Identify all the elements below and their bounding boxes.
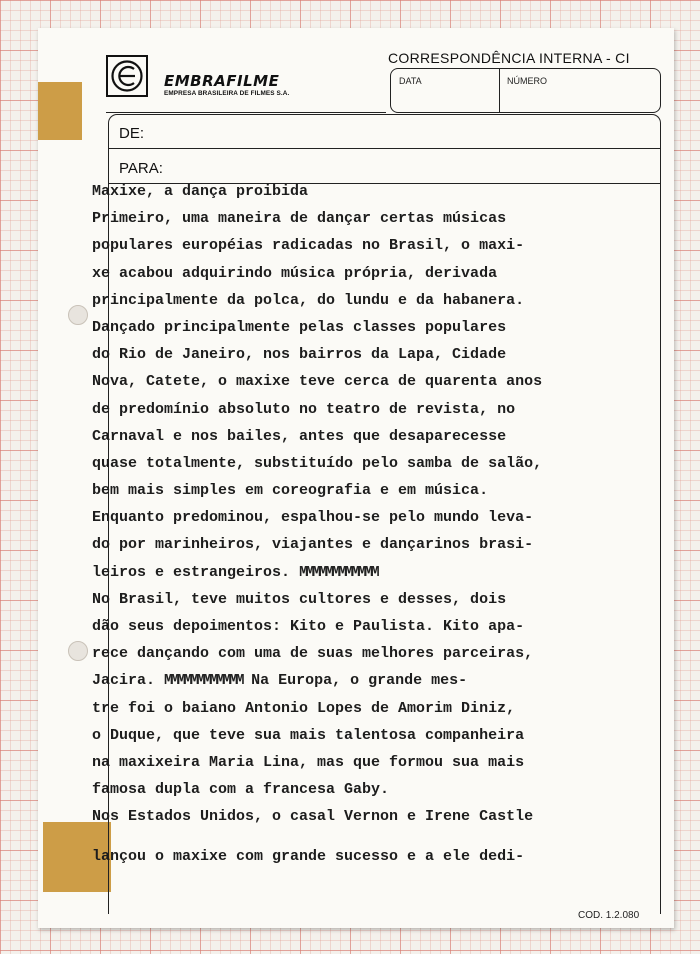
text-line: No Brasil, teve muitos cultores e desses, dois: [92, 590, 507, 608]
tape-strip-top: [38, 82, 82, 140]
struck-out-text: MMMMMMMMMMMM: [299, 563, 378, 581]
punch-hole-bottom: [68, 641, 88, 661]
form-title: CORRESPONDÊNCIA INTERNA - CI: [388, 50, 630, 66]
text-line: Carnaval e nos bailes, antes que desaparecesse: [92, 427, 507, 445]
text-line: do Rio de Janeiro, nos bairros da Lapa, Cidade: [92, 346, 507, 364]
text-line: do por marinheiros, viajantes e dançarinos brasi-: [92, 536, 534, 554]
text-line: populares européias radicadas no Brasil, o maxi-: [92, 237, 525, 255]
date-number-divider: [499, 69, 500, 112]
text-line: famosa dupla com a francesa Gaby.: [92, 781, 390, 799]
text-line: [92, 559, 652, 586]
date-number-box: [390, 68, 661, 113]
text-segment: Na Europa, o grande mes-: [251, 672, 468, 690]
text-line: tre foi o baiano Antonio Lopes de Amorim Diniz,: [92, 699, 516, 717]
text-line: na maxixeira Maria Lina, mas que formou sua mais: [92, 753, 525, 771]
numero-label: NÚMERO: [507, 76, 547, 86]
para-label: PARA:: [119, 160, 163, 177]
text-segment: leiros e estrangeiros.: [92, 563, 291, 581]
text-line: bem mais simples em coreografia e em música.: [92, 482, 489, 500]
text-line: dão seus depoimentos: Kito e Paulista. Kito apa-: [92, 618, 525, 635]
de-line: [109, 148, 660, 149]
text-line: [92, 667, 652, 694]
text-line: rece dançando com uma de suas melhores parceiras,: [92, 645, 534, 663]
text-line: Enquanto predominou, espalhou-se pelo mundo leva-: [92, 509, 534, 527]
struck-out-text: MMMMMMMMMMMM: [164, 672, 243, 690]
de-label: DE:: [119, 125, 145, 142]
header-rule: [106, 112, 386, 113]
text-line: xe acabou adquirindo música própria, derivada: [92, 264, 498, 282]
text-line: de predomínio absoluto no teatro de revista, no: [92, 400, 516, 418]
brand-subtitle: EMPRESA BRASILEIRA DE FILMES S.A.: [164, 90, 290, 97]
form-code: COD. 1.2.080: [578, 910, 640, 921]
text-line: principalmente da polca, do lundu e da habanera.: [92, 291, 525, 309]
text-line: Nova, Catete, o maxixe teve cerca de quarenta anos: [92, 373, 543, 391]
data-label: DATA: [399, 76, 422, 86]
text-line: Nos Estados Unidos, o casal Vernon e Irene Castle: [92, 808, 534, 826]
text-line: o Duque, que teve sua mais talentosa companheira: [92, 726, 525, 744]
text-line: Maxixe, a dança proibida: [92, 183, 309, 200]
embrafilme-logo: [106, 55, 148, 97]
text-line: Primeiro, uma maneira de dançar certas músicas: [92, 210, 507, 228]
text-line: Dançado principalmente pelas classes populares: [92, 318, 507, 336]
text-segment: Jacira.: [92, 672, 156, 690]
punch-hole-top: [68, 305, 88, 325]
memo-text: [92, 178, 652, 870]
text-line: lançou o maxixe com grande sucesso e a ele dedi-: [92, 847, 525, 865]
brand-name: EMBRAFILME: [164, 72, 280, 90]
text-line: quase totalmente, substituído pelo samba de salão,: [92, 454, 543, 472]
